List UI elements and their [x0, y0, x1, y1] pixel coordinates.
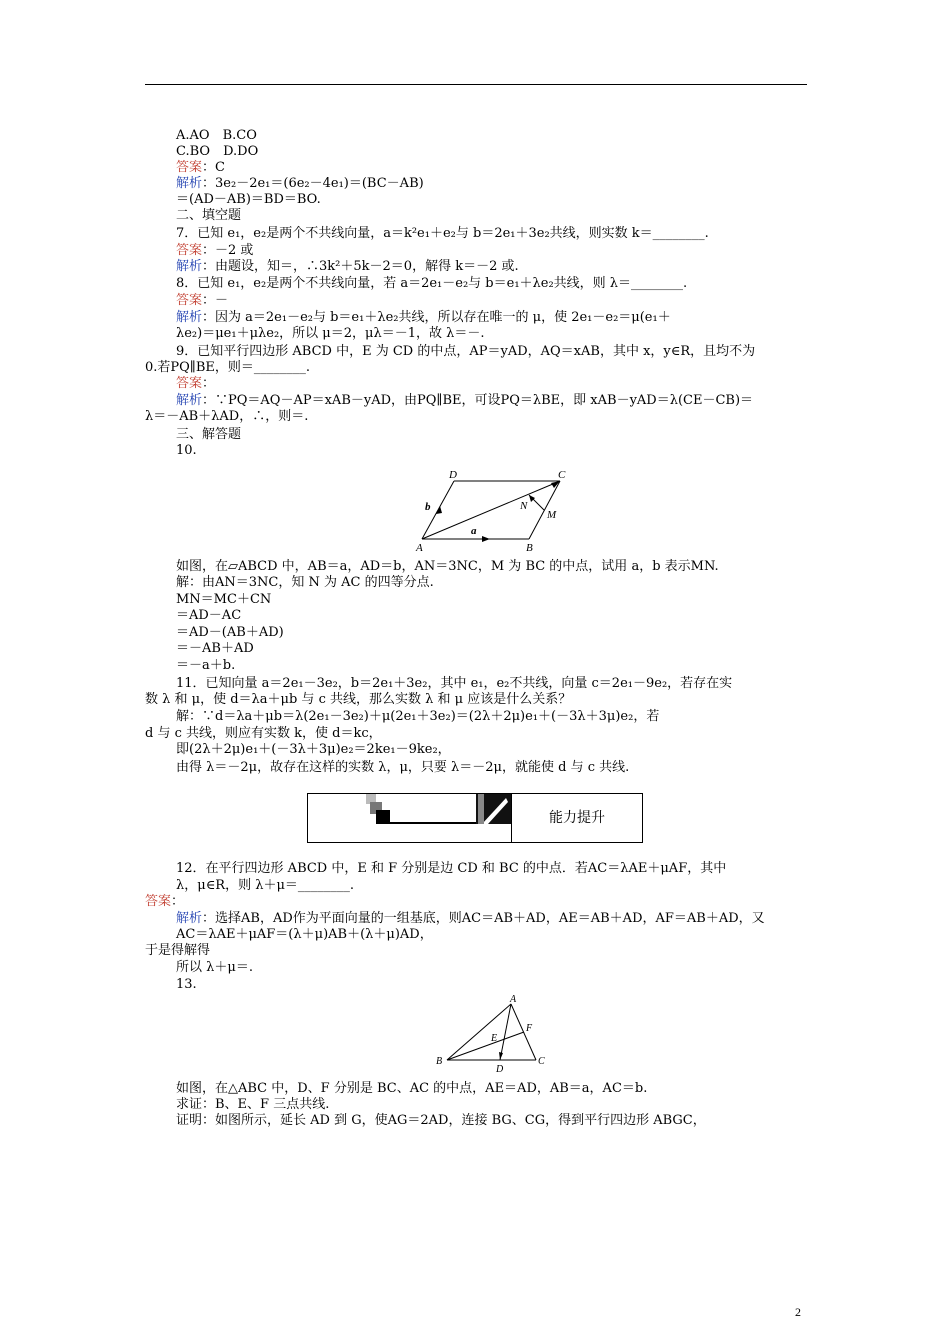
line-text: λ，μ∈R，则 λ＋μ＝________. — [176, 878, 355, 893]
text-line — [176, 326, 484, 342]
text-line — [176, 276, 687, 292]
line-text: ＝AD－AC — [176, 608, 242, 623]
page-number: 2 — [795, 1305, 801, 1319]
fig13-label-d: D — [496, 1064, 504, 1075]
line-text: 9．已知平行四边形 ABCD 中，E 为 CD 的中点，AP＝yAD，AQ＝xAB，其中 x，y∈R，且均不为 — [176, 344, 756, 359]
line-text: ＝AD－(AB＋AD) — [176, 625, 284, 640]
text-line — [176, 592, 271, 608]
text-line — [176, 293, 228, 309]
text-line — [145, 692, 571, 708]
banner-title: 能力提升 — [549, 810, 605, 826]
line-text: 于是得解得 — [145, 943, 211, 958]
fig13-arrow-d — [499, 1052, 503, 1060]
fig10-label-c: C — [558, 469, 566, 481]
line-text: ： — [171, 894, 185, 909]
line-text: ：C — [202, 160, 225, 175]
text-line — [176, 625, 284, 641]
line-text: ：∵PQ＝AQ－AP＝xAB－yAD，由PQ∥BE，可设PQ＝λBE，即 xAB－yAD＝λ(CE－CB)＝ — [202, 393, 754, 408]
line-text: 由得 λ＝－2μ，故存在这样的实数 λ，μ，只要 λ＝－2μ，就能使 d 与 c 共线. — [176, 760, 630, 775]
line-text: 即(2λ＋2μ)e₁＋(－3λ＋3μ)e₂＝2ke₁－9ke₂， — [176, 742, 451, 757]
line-text: ：由题设，知＝，∴3k²＋5k－2＝0，解得 k＝－2 或. — [202, 259, 519, 274]
fig10-label-b: B — [526, 542, 533, 554]
text-line — [176, 176, 424, 192]
text-line — [176, 977, 197, 993]
line-text: 12．在平行四边形 ABCD 中，E 和 F 分别是边 CD 和 BC 的中点．若AC＝λAE＋μAF，其中 — [176, 861, 727, 876]
text-line — [176, 128, 257, 144]
line-text: 求证：B、E、F 三点共线. — [176, 1097, 330, 1112]
text-line — [176, 960, 253, 976]
text-line — [176, 878, 354, 894]
line-text: d 与 c 共线，则应有实数 k，使 d＝kc， — [145, 726, 382, 741]
line-text: 10. — [176, 443, 197, 458]
answer-label: 答案 — [176, 243, 203, 258]
line-text: ： — [202, 376, 216, 391]
fig13-label-a: A — [510, 994, 517, 1005]
text-line — [176, 393, 753, 409]
line-text: 二、填空题 — [176, 208, 242, 223]
line-text: ：选择AB，AD作为平面向量的一组基底，则AC＝AB＋AD，AE＝AB＋AD，AF＝AB＋AD，又 — [202, 911, 765, 926]
parallelogram-figure — [412, 466, 592, 556]
answer-label: 答案 — [145, 894, 172, 909]
line-text: ：－ — [202, 293, 229, 308]
line-text: 11．已知向量 a＝2e₁－3e₂，b＝2e₁＋3e₂，其中 e₁，e₂不共线，向量 c＝2e₁－9e₂，若存在实 — [176, 676, 733, 691]
fig13-label-c: C — [538, 1056, 545, 1067]
text-line — [176, 208, 241, 224]
text-line — [145, 894, 184, 910]
triangle-figure — [432, 994, 562, 1076]
text-line — [176, 1081, 647, 1097]
line-text: ＝－a＋b. — [176, 658, 236, 673]
line-text: 数 λ 和 μ，使 d＝λa＋μb 与 c 共线，那么实数 λ 和 μ 应该是什么关系？ — [145, 692, 572, 707]
line-text: MN＝MC＋CN — [176, 592, 272, 607]
fig10-diagonal-ac — [422, 481, 560, 539]
line-text: 三、解答题 — [176, 427, 242, 442]
line-text: 解：由AN＝3NC，知 N 为 AC 的四等分点. — [176, 575, 434, 590]
text-line — [145, 409, 308, 425]
text-line — [176, 709, 659, 725]
text-line — [176, 259, 519, 275]
fig10-arrow-a — [482, 536, 490, 542]
text-line — [145, 726, 382, 742]
fig10-label-d: D — [449, 469, 457, 481]
line-text: 13. — [176, 977, 197, 992]
text-line — [176, 927, 433, 943]
analysis-label: 解析 — [176, 176, 203, 191]
fig13-segment-bf — [447, 1032, 524, 1060]
fig10-arrow-n — [529, 495, 535, 502]
text-line — [176, 1113, 706, 1129]
analysis-label: 解析 — [176, 310, 203, 325]
text-line — [176, 443, 197, 459]
line-text: 证明：如图所示，延长 AD 到 G，使AG＝2AD，连接 BG、CG，得到平行四边形 ABGC， — [176, 1113, 706, 1128]
line-text: λ＝－AB＋λAD，∴，则＝. — [145, 409, 309, 424]
text-line — [176, 658, 235, 674]
fig10-label-vec-b: b — [425, 501, 431, 513]
line-text: ：－2 或 — [202, 243, 254, 258]
text-line — [176, 911, 765, 927]
line-text: A.AO B.CO — [176, 128, 257, 143]
fig13-label-b: B — [436, 1056, 443, 1067]
text-line — [176, 575, 434, 591]
text-line — [176, 344, 755, 360]
text-line — [176, 676, 732, 692]
line-text: 0.若PQ∥BE，则＝________. — [145, 360, 310, 375]
text-line — [176, 310, 671, 326]
line-text: AC＝λAE＋μAF＝(λ＋μ)AB＋(λ＋μ)AD， — [176, 927, 433, 942]
fig10-label-n: N — [520, 500, 528, 512]
line-text: ：3e₂－2e₁＝(6e₂－4e₁)＝(BC－AB) — [202, 176, 424, 191]
text-line — [176, 376, 215, 392]
header-rule — [145, 84, 807, 85]
line-text: 解：∵d＝λa＋μb＝λ(2e₁－3e₂)＋μ(2e₁＋3e₂)＝(2λ＋2μ)e₁＋(－3λ＋3μ)e₂，若 — [176, 709, 660, 724]
text-line — [145, 360, 310, 376]
line-text: 8．已知 e₁，e₂是两个不共线向量，若 a＝2e₁－e₂与 b＝e₁＋λe₂共线，则 λ＝________. — [176, 276, 688, 291]
text-line — [176, 742, 451, 758]
fig10-label-a: A — [416, 542, 423, 554]
text-line — [176, 160, 225, 176]
text-line — [176, 1097, 329, 1113]
text-line — [176, 226, 709, 242]
text-line — [176, 760, 629, 776]
line-text: C.BO D.DO — [176, 144, 259, 159]
text-line — [176, 427, 241, 443]
line-text: ：因为 a＝2e₁－e₂与 b＝e₁＋λe₂共线，所以存在唯一的 μ，使 2e₁－e₂＝μ(e₁＋ — [202, 310, 671, 325]
line-text: 7．已知 e₁，e₂是两个不共线向量，a＝k²e₁＋e₂与 b＝2e₁＋3e₂共线，则实数 k＝________. — [176, 226, 709, 241]
section-banner — [307, 793, 643, 843]
answer-label: 答案 — [176, 160, 203, 175]
text-line — [145, 943, 210, 959]
fig10-label-m: M — [547, 509, 557, 521]
text-line — [176, 559, 719, 575]
line-text: 所以 λ＋μ＝. — [176, 960, 253, 975]
analysis-label: 解析 — [176, 911, 203, 926]
text-line — [176, 861, 726, 877]
text-line — [176, 641, 254, 657]
fig13-label-f: F — [526, 1023, 533, 1034]
text-line — [176, 144, 258, 160]
answer-label: 答案 — [176, 293, 203, 308]
text-line — [176, 608, 241, 624]
line-text: ＝－AB＋AD — [176, 641, 254, 656]
line-text: 如图，在△ABC 中，D、F 分别是 BC、AC 的中点，AE＝AD，AB＝a，AC＝b. — [176, 1081, 648, 1096]
line-text: 如图，在▱ABCD 中，AB＝a，AD＝b，AN＝3NC，M 为 BC 的中点，试用 a，b 表示MN. — [176, 559, 719, 574]
fig13-label-e: E — [491, 1033, 498, 1044]
banner-decoration — [336, 794, 512, 824]
answer-label: 答案 — [176, 376, 203, 391]
text-line — [176, 243, 253, 259]
analysis-label: 解析 — [176, 393, 203, 408]
line-text: ＝(AD－AB)＝BD＝BO. — [176, 192, 321, 207]
fig10-label-vec-a: a — [471, 525, 477, 537]
line-text: λe₂)＝μe₁＋μλe₂，所以 μ＝2，μλ＝－1，故 λ＝－. — [176, 326, 485, 341]
text-line — [176, 192, 321, 208]
analysis-label: 解析 — [176, 259, 203, 274]
